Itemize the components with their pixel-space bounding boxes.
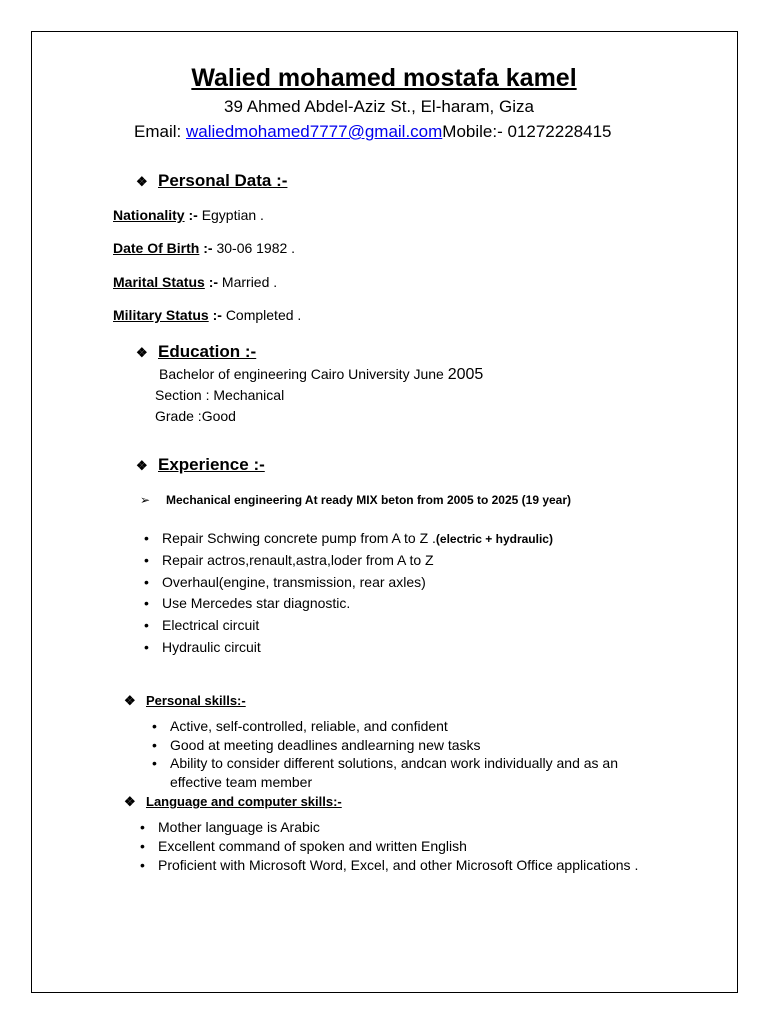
cv-name: Walied mohamed mostafa kamel [191, 64, 577, 92]
list-item: • Mother language is Arabic [136, 818, 638, 837]
field-marital-status: Marital Status :- Married . [113, 274, 278, 290]
list-item: • Good at meeting deadlines andlearning new tasks [148, 736, 618, 755]
diamond-bullet-icon: ❖ [124, 693, 136, 708]
field-date-of-birth: Date Of Birth :- 30-06 1982 . [113, 240, 296, 256]
list-item: • Excellent command of spoken and written English [136, 837, 638, 856]
diamond-bullet-icon: ❖ [136, 458, 148, 473]
diamond-bullet-icon: ❖ [136, 345, 148, 360]
personal-data-heading: ❖ Personal Data :- [136, 171, 288, 190]
personal-skills-list [148, 717, 618, 773]
education-degree: Bachelor of engineering Cairo University June 2005 [159, 366, 484, 383]
list-item: • Ability to consider different solutions, andcan work individually and as an [148, 754, 618, 773]
list-item: • Repair Schwing concrete pump from A to Z .(electric + hydraulic) [140, 528, 553, 550]
list-item: • Electrical circuit [140, 615, 553, 637]
education-grade: Grade :Good [155, 408, 236, 424]
email-label: Email: [134, 122, 186, 141]
education-year: 2005 [447, 366, 484, 383]
education-section: Section : Mechanical [155, 387, 285, 403]
list-item: • Active, self-controlled, reliable, and confident [148, 717, 618, 736]
list-item: • Hydraulic circuit [140, 637, 553, 659]
diamond-bullet-icon: ❖ [124, 794, 136, 809]
list-item: • Overhaul(engine, transmission, rear axles) [140, 572, 553, 594]
experience-heading: ❖ Experience :- [136, 455, 265, 474]
personal-skills-continuation: effective team member [170, 774, 313, 790]
diamond-bullet-icon: ❖ [136, 174, 148, 189]
mobile: Mobile:- 01272228415 [442, 122, 612, 141]
language-skills-list [136, 818, 638, 875]
arrow-bullet-icon: ➢ [140, 493, 151, 507]
job-title: ➢ Mechanical engineering At ready MIX beton from 2005 to 2025 (19 year) [140, 493, 572, 507]
address: 39 Ahmed Abdel-Aziz St., El-haram, Giza [224, 97, 534, 116]
list-item: • Repair actros,renault,astra,loder from A to Z [140, 550, 553, 572]
field-nationality: Nationality :- Egyptian . [113, 207, 264, 223]
experience-list [140, 528, 553, 659]
field-military-status: Military Status :- Completed . [113, 307, 302, 323]
contact-line [134, 122, 611, 142]
personal-skills-heading: ❖ Personal skills:- [124, 693, 246, 708]
list-item: • Use Mercedes star diagnostic. [140, 593, 553, 615]
education-heading: ❖ Education :- [136, 342, 257, 361]
language-skills-heading: ❖ Language and computer skills:- [124, 794, 342, 809]
list-item: • Proficient with Microsoft Word, Excel, and other Microsoft Office applications . [136, 856, 638, 875]
email-link[interactable]: waliedmohamed7777@gmail.com [185, 122, 443, 141]
